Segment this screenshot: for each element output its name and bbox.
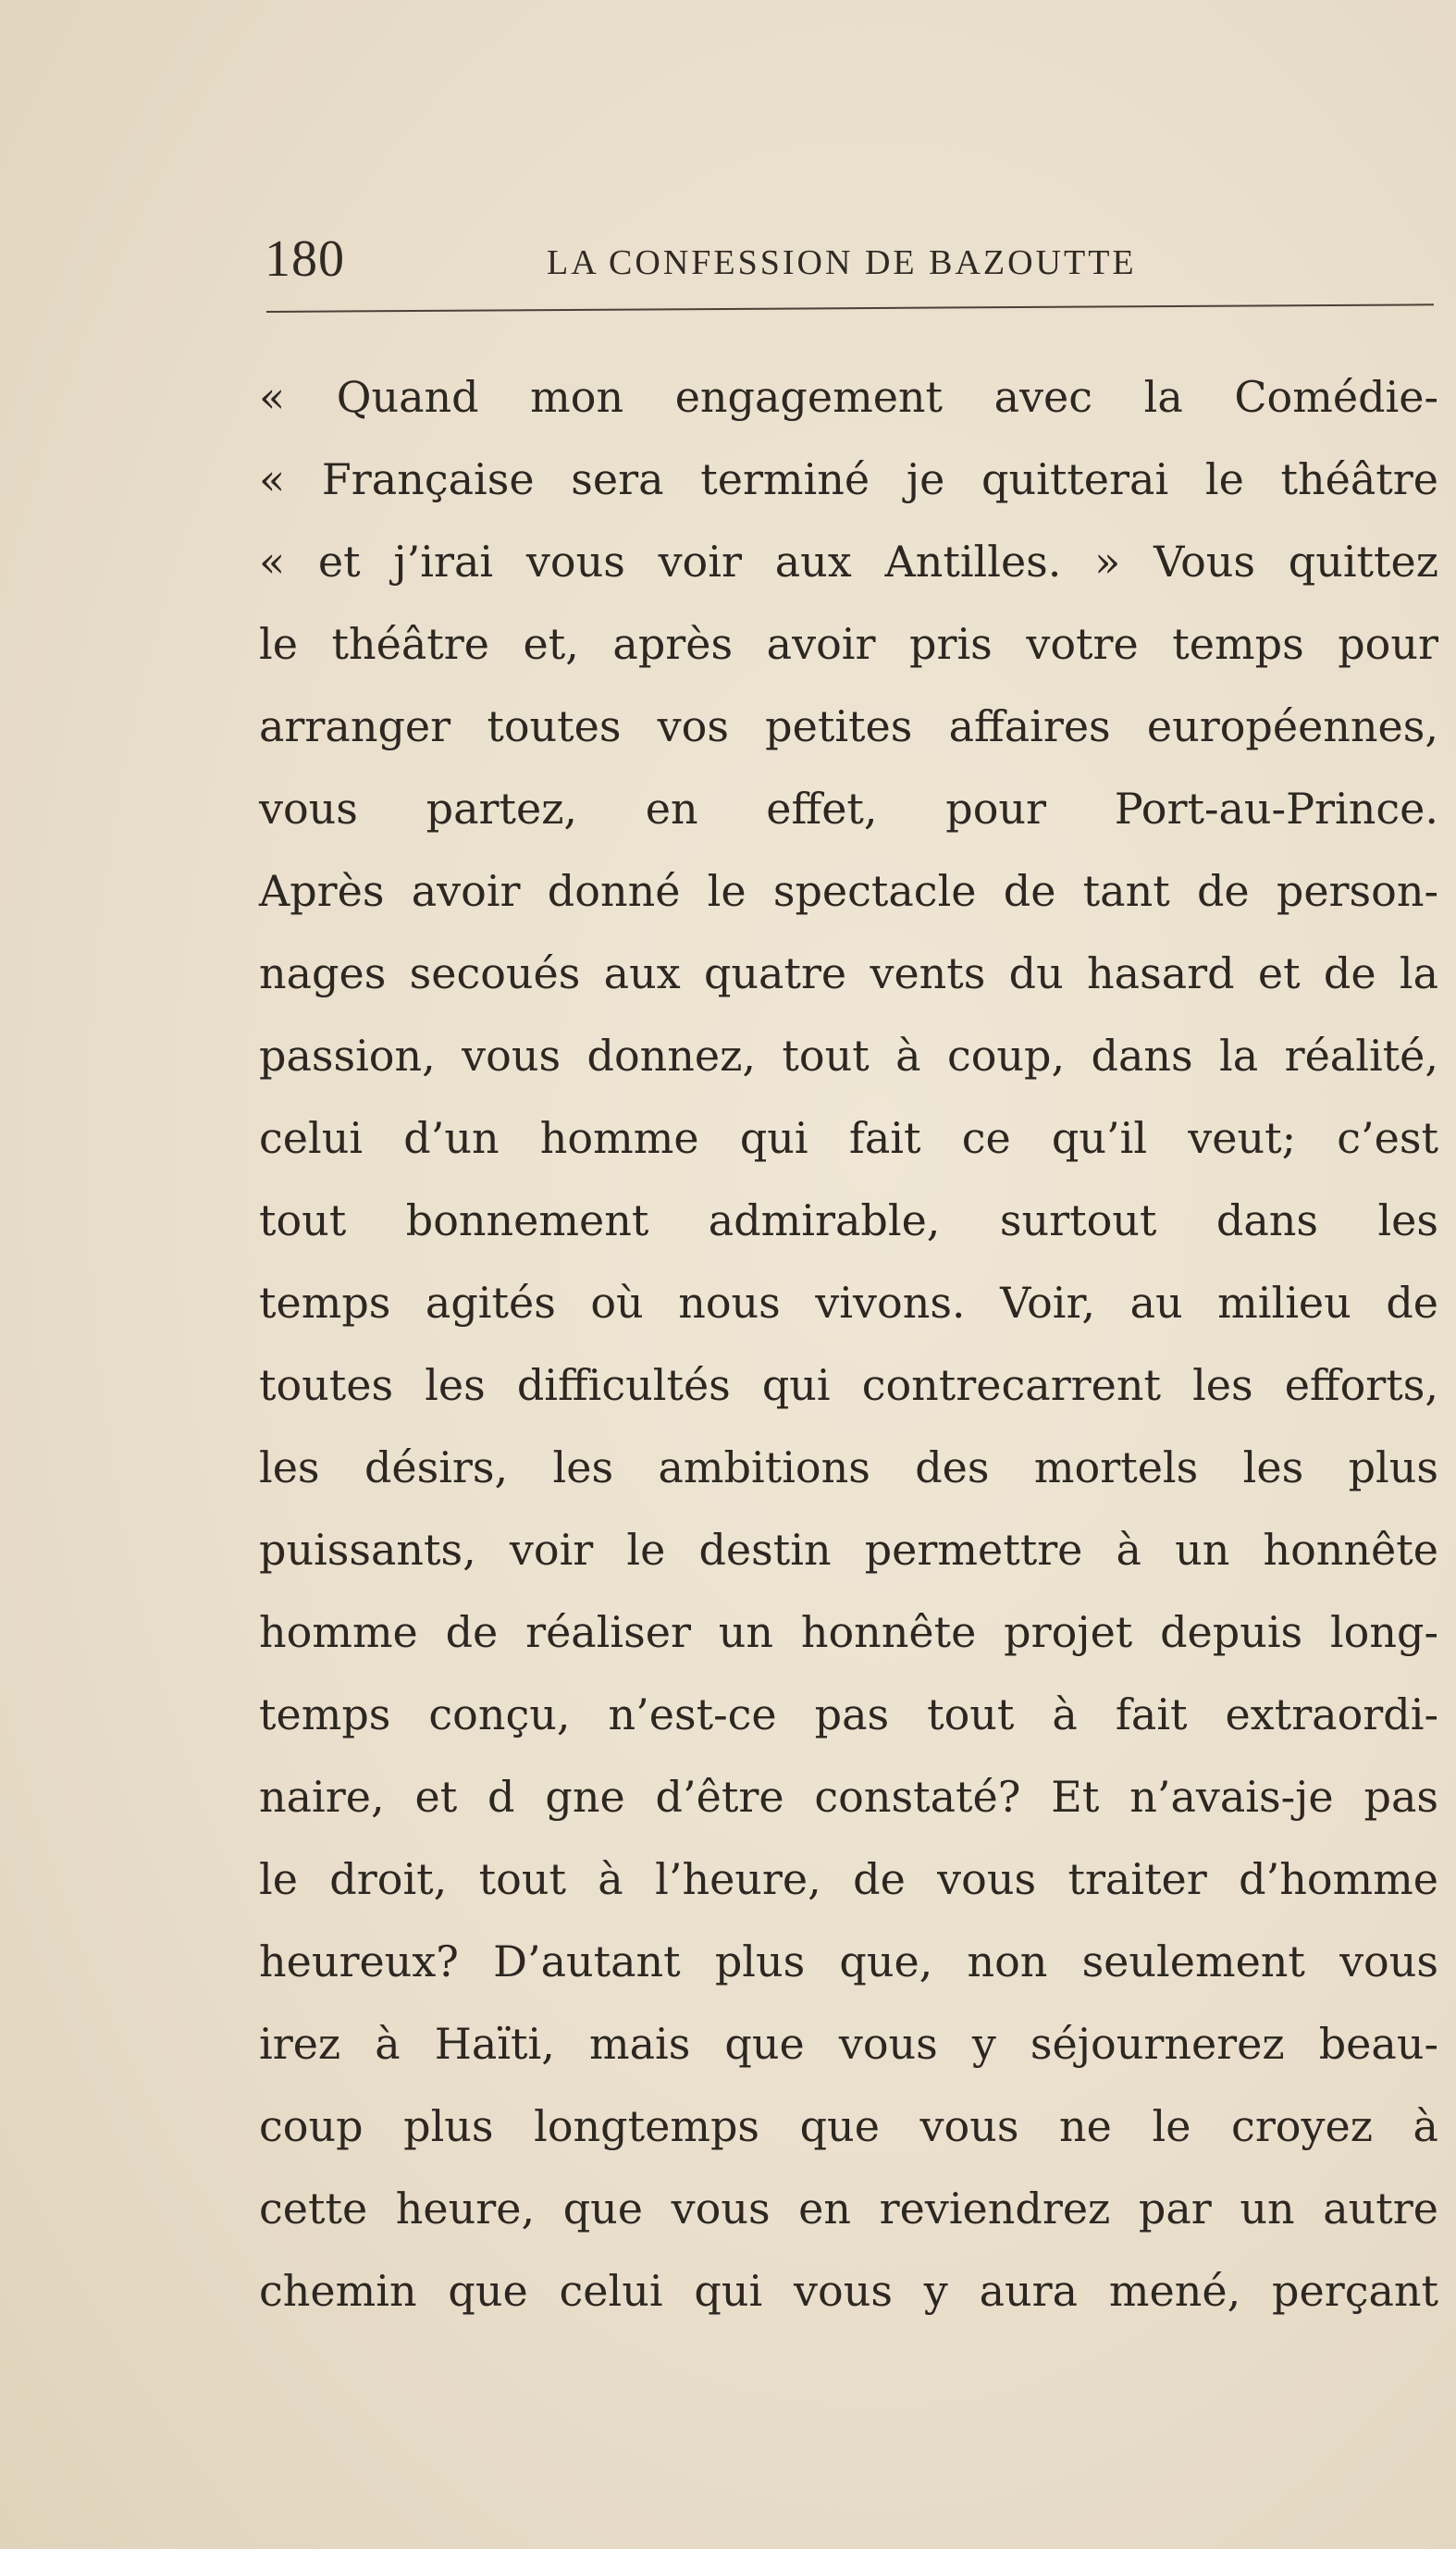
text-line: arranger toutes vos petites affaires européennes,: [259, 701, 1438, 751]
text-line: nages secoués aux quatre vents du hasard et de la: [259, 948, 1438, 998]
text-line: naire, et d gne d’être constaté? Et n’avais-je pas: [259, 1772, 1438, 1822]
text-line: celui d’un homme qui fait ce qu’il veut; c’est: [259, 1113, 1438, 1163]
header-rule: [266, 303, 1434, 313]
text-line: les désirs, les ambitions des mortels les plus: [259, 1442, 1438, 1492]
text-line: puissants, voir le destin permettre à un honnête: [259, 1525, 1438, 1575]
text-line: temps agités où nous vivons. Voir, au milieu de: [259, 1278, 1438, 1328]
text-line: toutes les difficultés qui contrecarrent les efforts,: [259, 1360, 1438, 1410]
text-line: heureux? D’autant plus que, non seulement vous: [259, 1936, 1438, 1986]
text-line: tout bonnement admirable, surtout dans les: [259, 1195, 1438, 1245]
text-line: chemin que celui qui vous y aura mené, perçant: [259, 2266, 1438, 2316]
text-line: vous partez, en effet, pour Port-au-Prince.: [259, 784, 1438, 834]
text-line: « et j’irai vous voir aux Antilles. » Vous quittez: [259, 537, 1438, 587]
text-line: « Quand mon engagement avec la Comédie-: [259, 372, 1438, 422]
page-header: [265, 229, 1439, 294]
text-line: temps conçu, n’est-ce pas tout à fait extraordi-: [259, 1689, 1438, 1739]
text-line: le droit, tout à l’heure, de vous traiter d’homme: [259, 1854, 1438, 1904]
running-title: LA CONFESSION DE BAZOUTTE: [547, 243, 1137, 282]
text-line: « Française sera terminé je quitterai le théâtre: [259, 454, 1438, 504]
text-line: homme de réaliser un honnête projet depuis long-: [259, 1607, 1438, 1657]
text-line: le théâtre et, après avoir pris votre temps pour: [259, 619, 1438, 669]
text-line: cette heure, que vous en reviendrez par un autre: [259, 2184, 1438, 2233]
text-line: irez à Haïti, mais que vous y séjournerez beau-: [259, 2019, 1438, 2069]
text-line: coup plus longtemps que vous ne le croyez à: [259, 2101, 1438, 2151]
text-line: passion, vous donnez, tout à coup, dans la réalité,: [259, 1031, 1438, 1081]
text-line: Après avoir donné le spectacle de tant de person-: [259, 866, 1438, 916]
body-text: [259, 356, 1452, 2332]
page-number: 180: [265, 230, 345, 288]
